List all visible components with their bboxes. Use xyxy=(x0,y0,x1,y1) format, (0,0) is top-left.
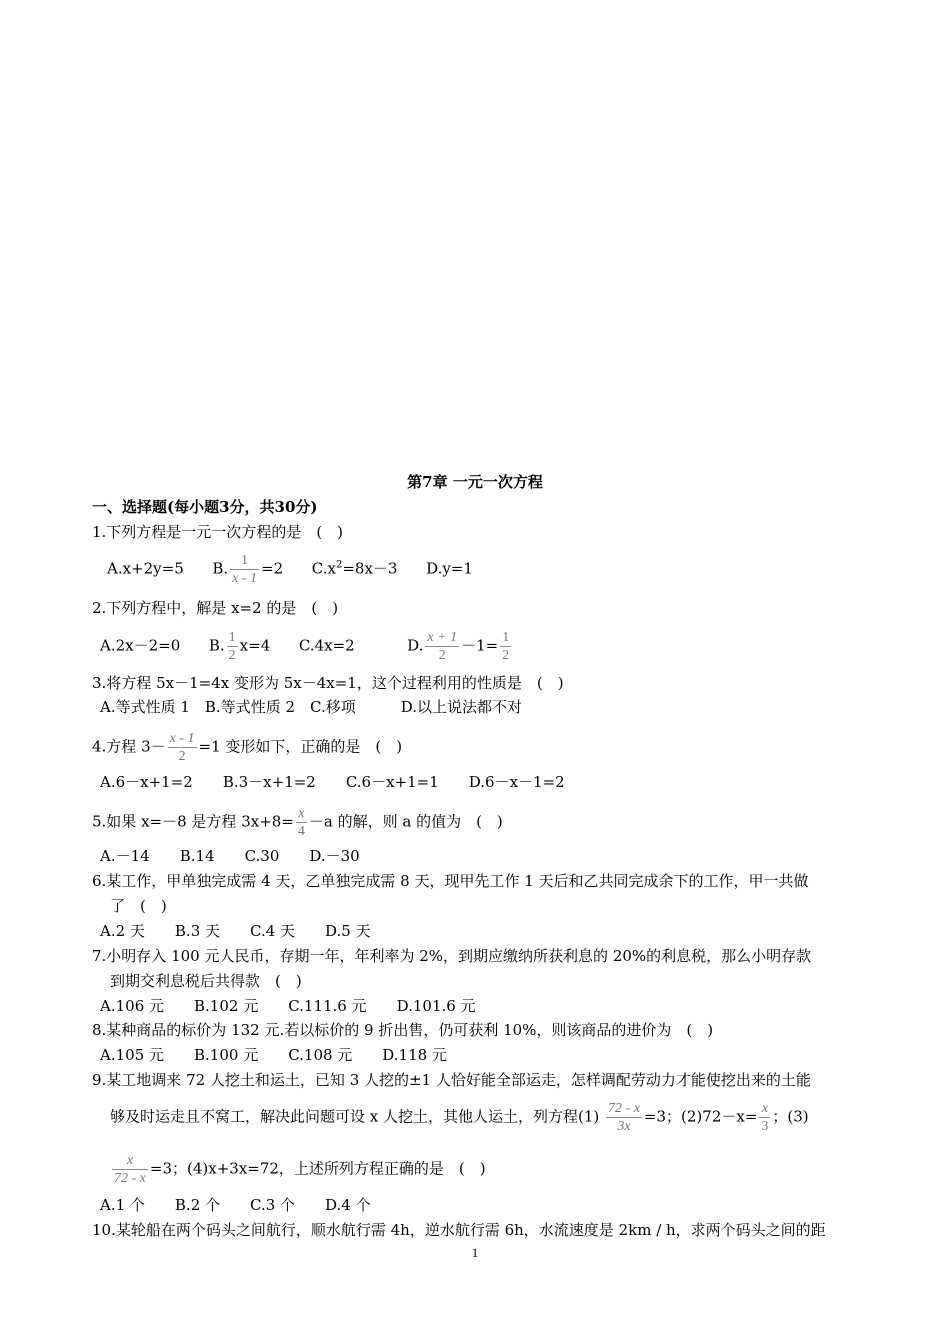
question-5-stem: 5.如果 x=－8 是方程 3x+8= $\frac{x}{4}$ －a 的解，则 a 的值为 ( ) xyxy=(92,806,503,839)
question-6-line2: 了 ( ) xyxy=(110,897,167,915)
question-9-line2: 够及时运走且不窝工，解决此问题可设 x 人挖土，其他人运土，列方程(1) $\frac{72 - x}{3x}$ =3；(2)72－x= $\frac{x}{3}$ ；(3) xyxy=(110,1101,809,1134)
question-9-line3: $\frac{x}{72 - x}$ =3；(4)x+3x=72，上述所列方程正确的是 ( ) xyxy=(114,1153,486,1186)
question-2-stem: 2.下列方程中，解是 x=2 的是 ( ) xyxy=(92,599,339,617)
question-8-stem: 8.某种商品的标价为 132 元.若以标价的 9 折出售，仍可获利 10%，则该商品的进价为 ( ) xyxy=(92,1021,714,1039)
question-6-line1: 6.某工作，甲单独完成需 4 天，乙单独完成需 8 天，现甲先工作 1 天后和乙共同完成余下的工作，甲一共做 xyxy=(92,872,809,890)
question-5-options: A.－14 B.14 C.30 D.－30 xyxy=(100,847,360,865)
question-3-stem: 3.将方程 5x－1=4x 变形为 5x－4x=1，这个过程利用的性质是 ( ) xyxy=(92,674,564,692)
question-9-options: A.1 个 B.2 个 C.3 个 D.4 个 xyxy=(100,1196,371,1214)
question-4-stem: 4.方程 3－ $\frac{x - 1}{2}$ =1 变形如下，正确的是 ( ) xyxy=(92,731,403,764)
fraction: $\frac{x + 1}{2}$ xyxy=(427,630,458,663)
fraction: $\frac{1}{2}$ xyxy=(228,630,236,663)
question-9-line1: 9.某工地调来 72 人挖土和运土，已知 3 人挖的±1 人恰好能全部运走，怎样调配劳动力才能使挖出来的土能 xyxy=(92,1071,811,1089)
question-1-stem: 1.下列方程是一元一次方程的是 ( ) xyxy=(92,523,344,541)
question-2-options: A.2x－2=0 B. $\frac{1}{2}$ x=4 C.4x=2 D. $\frac{x + 1}{2}$ －1= $\frac{1}{2}$ xyxy=(100,630,510,663)
question-7-line1: 7.小明存入 100 元人民币，存期一年，年利率为 2%，到期应缴纳所获利息的 20%的利息税，那么小明存款 xyxy=(92,947,812,965)
page-number: 1 xyxy=(471,1245,479,1260)
question-4-options: A.6－x+1=2 B.3－x+1=2 C.6－x+1=1 D.6－x－1=2 xyxy=(100,773,565,791)
section-heading: 一、选择题(每小题3分，共30分) xyxy=(92,498,318,516)
page-title: 第7章 一元一次方程 xyxy=(407,473,543,491)
fraction: $\frac{x}{72 - x}$ xyxy=(114,1153,146,1186)
question-3-options: A.等式性质 1 B.等式性质 2 C.移项 D.以上说法都不对 xyxy=(100,698,522,716)
question-6-options: A.2 天 B.3 天 C.4 天 D.5 天 xyxy=(100,922,371,940)
fraction: $\frac{x}{4}$ xyxy=(297,806,305,839)
fraction: $\frac{72 - x}{3x}$ xyxy=(608,1101,640,1134)
question-7-options: A.106 元 B.102 元 C.111.6 元 D.101.6 元 xyxy=(100,997,476,1015)
fraction: $\frac{1}{2}$ xyxy=(502,630,510,663)
question-10-line1: 10.某轮船在两个码头之间航行，顺水航行需 4h，逆水航行需 6h，水流速度是 2km / h，求两个码头之间的距 xyxy=(92,1221,826,1239)
question-7-line2: 到期交利息税后共得款 ( ) xyxy=(110,972,302,990)
fraction: $\frac{x - 1}{2}$ xyxy=(169,731,195,764)
fraction: $\frac{1}{x - 1}$ xyxy=(232,553,258,586)
question-8-options: A.105 元 B.100 元 C.108 元 D.118 元 xyxy=(100,1046,447,1064)
fraction: $\frac{x}{3}$ xyxy=(761,1101,769,1134)
question-1-options: A.x+2y=5 B. $\frac{1}{x - 1}$ =2 $C.x^2=8x-3$ D.y=1 xyxy=(107,553,473,586)
